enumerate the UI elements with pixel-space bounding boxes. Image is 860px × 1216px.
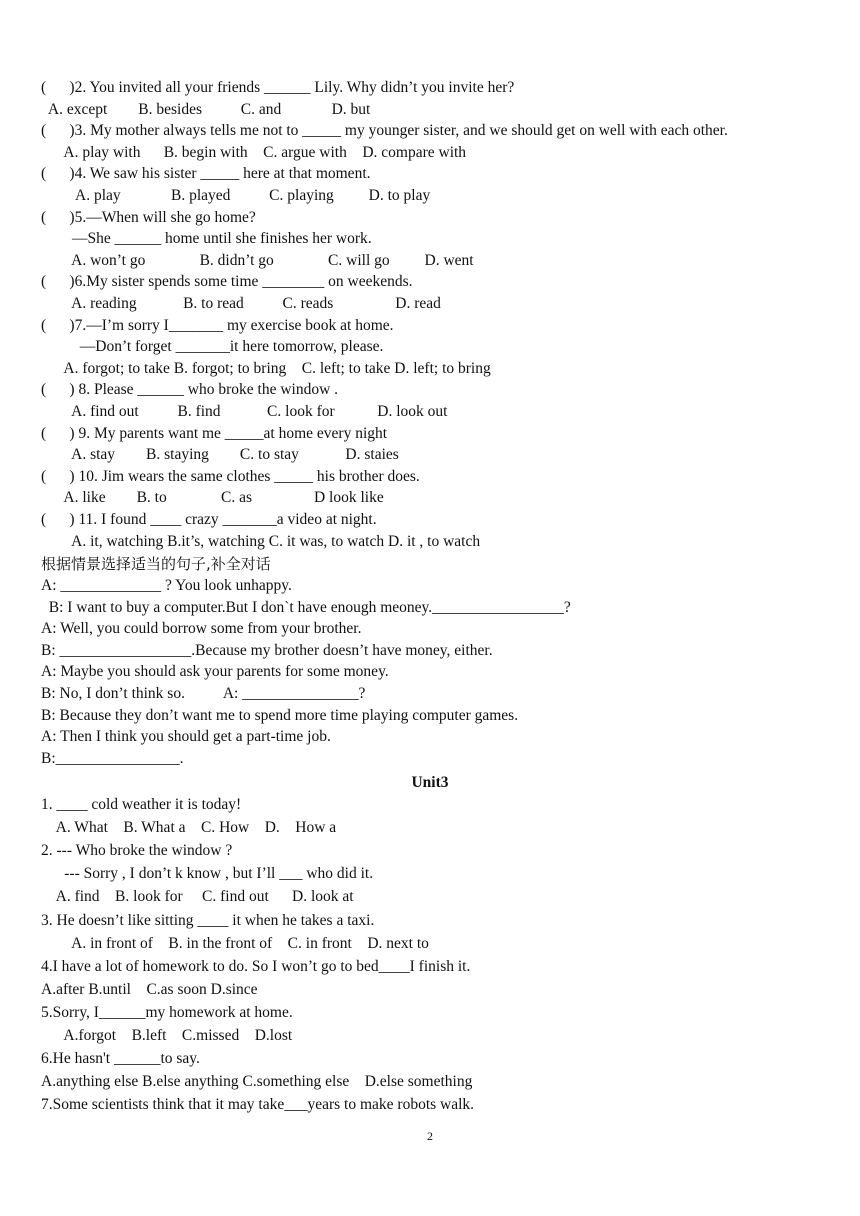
- question-line: ( )3. My mother always tells me not to _____ my younger sister, and we should get on well with each other.: [41, 122, 728, 140]
- question-line: ( ) 11. I found ____ crazy _______a video at night.: [41, 511, 377, 528]
- question-line: —She ______ home until she finishes her work.: [41, 230, 372, 248]
- dialogue-line: B: No, I don’t think so. A: _______________?: [41, 685, 366, 702]
- dialogue-line: A: Then I think you should get a part-time job.: [41, 728, 331, 746]
- question-line: A. find B. look for C. find out D. look at: [41, 888, 354, 906]
- dialogue-section-heading: 根据情景选择适当的句子,补全对话: [41, 555, 271, 573]
- question-line: A. it, watching B.it’s, watching C. it was, to watch D. it , to watch: [41, 532, 481, 550]
- question-line: 7.Some scientists think that it may take___years to make robots walk.: [41, 1096, 475, 1114]
- question-line: ( ) 8. Please ______ who broke the window .: [41, 381, 339, 399]
- dialogue-line: B: Because they don’t want me to spend more time playing computer games.: [41, 706, 519, 724]
- question-line: A. except B. besides C. and D. but: [41, 100, 371, 118]
- dialogue-line: A: Maybe you should ask your parents for some money.: [41, 663, 389, 681]
- question-line: A. What B. What a C. How D. How a: [41, 819, 337, 837]
- dialogue-line: B: I want to buy a computer.But I don`t have enough meoney._________________?: [41, 598, 571, 616]
- question-line: ( )4. We saw his sister _____ here at that moment.: [41, 165, 371, 183]
- question-line: A. won’t go B. didn’t go C. will go D. went: [41, 251, 474, 269]
- question-line: A.forgot B.left C.missed D.lost: [41, 1027, 293, 1044]
- question-line: ( )7.—I’m sorry I_______ my exercise book at home.: [41, 316, 394, 334]
- question-line: A. play with B. begin with C. argue with D. compare with: [41, 143, 467, 161]
- question-line: A. reading B. to read C. reads D. read: [41, 295, 441, 312]
- question-line: A. like B. to C. as D look like: [41, 489, 384, 507]
- question-line: ( )2. You invited all your friends ______ Lily. Why didn’t you invite her?: [41, 79, 515, 96]
- dialogue-line: A: _____________ ? You look unhappy.: [41, 577, 292, 594]
- question-line: ( ) 10. Jim wears the same clothes _____ his brother does.: [41, 467, 420, 485]
- question-line: A. forgot; to take B. forgot; to bring C. left; to take D. left; to bring: [41, 359, 491, 377]
- question-line: —Don’t forget _______it here tomorrow, please.: [41, 338, 384, 356]
- question-line: 4.I have a lot of homework to do. So I won’t go to bed____I finish it.: [41, 957, 471, 975]
- question-line: ( )6.My sister spends some time ________ on weekends.: [41, 273, 413, 291]
- unit-title: Unit3: [411, 774, 449, 791]
- question-line: 6.He hasn't ______to say.: [41, 1050, 200, 1068]
- question-line: A.anything else B.else anything C.something else D.else something: [41, 1073, 473, 1091]
- question-line: A. play B. played C. playing D. to play: [41, 187, 431, 204]
- page-number: 2: [427, 1129, 433, 1143]
- question-line: ( )5.—When will she go home?: [41, 208, 256, 226]
- question-line: A. find out B. find C. look for D. look out: [41, 403, 448, 420]
- question-line: A. stay B. staying C. to stay D. staies: [41, 446, 399, 464]
- question-line: ( ) 9. My parents want me _____at home every night: [41, 424, 388, 442]
- question-line: A.after B.until C.as soon D.since: [41, 980, 258, 998]
- question-line: --- Sorry , I don’t k know , but I’ll ___ who did it.: [41, 865, 374, 883]
- question-line: A. in front of B. in the front of C. in front D. next to: [41, 934, 429, 952]
- dialogue-line: B: _________________.Because my brother doesn’t have money, either.: [41, 641, 493, 659]
- question-line: 3. He doesn’t like sitting ____ it when he takes a taxi.: [41, 911, 375, 929]
- question-line: 1. ____ cold weather it is today!: [41, 796, 242, 813]
- dialogue-line: A: Well, you could borrow some from your brother.: [41, 620, 362, 638]
- dialogue-line: B:________________.: [41, 749, 184, 767]
- question-line: 5.Sorry, I______my homework at home.: [41, 1003, 293, 1021]
- question-line: 2. --- Who broke the window ?: [41, 842, 233, 860]
